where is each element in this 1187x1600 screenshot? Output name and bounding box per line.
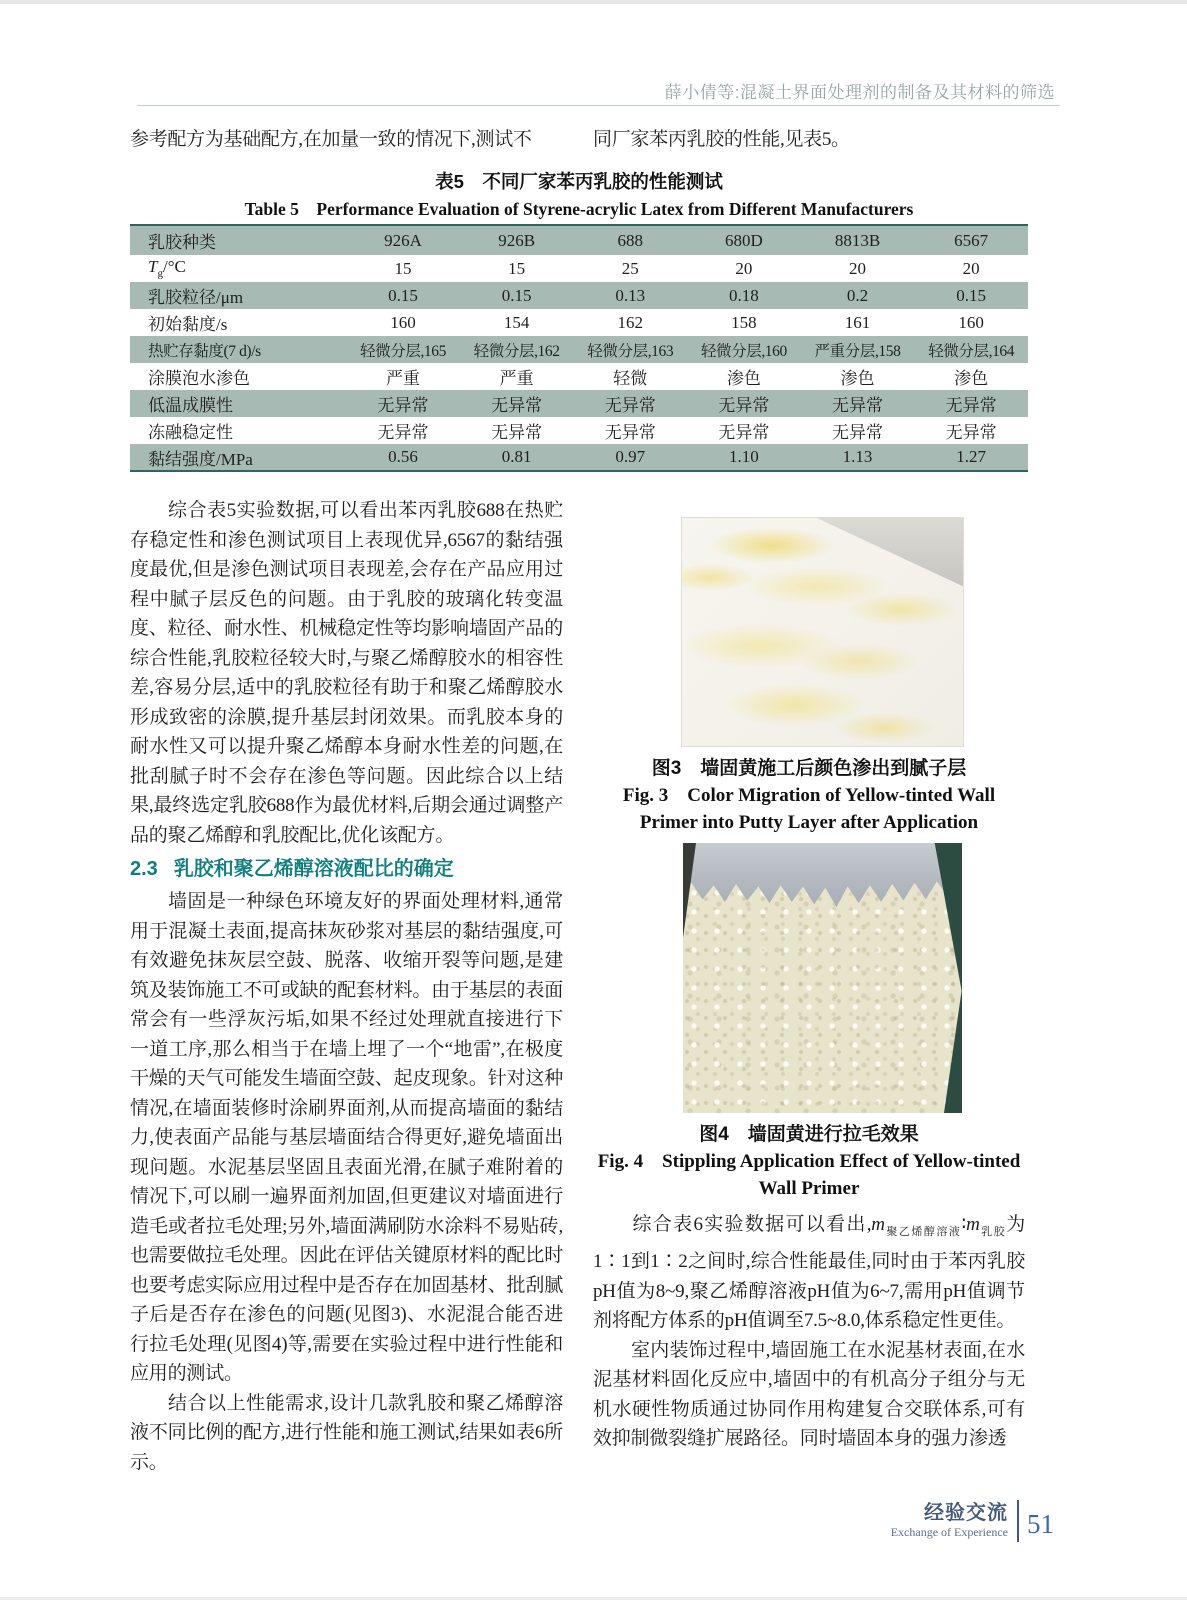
paragraph-table6-discussion — [593, 1210, 1025, 1336]
table-cell: 无异常 — [718, 396, 770, 415]
table-cell: 1.13 — [842, 447, 873, 466]
table-cell: 15 — [394, 258, 412, 278]
table-row-particle-size — [130, 282, 1028, 309]
table-cell: 20 — [849, 258, 867, 278]
table-cell: 轻微分层,164 — [928, 342, 1015, 360]
table-cell: 926B — [498, 230, 536, 250]
table-cell: 162 — [617, 312, 644, 332]
table-cell: 无异常 — [377, 396, 429, 415]
table-row-initial-viscosity — [130, 309, 1028, 336]
table-cell: 无异常 — [945, 396, 997, 415]
table-cell: 无异常 — [491, 423, 543, 442]
table5 — [130, 224, 1028, 472]
ceiling-corner-area — [817, 518, 963, 586]
table-cell: 无异常 — [604, 396, 656, 415]
metal-strip-area — [683, 843, 962, 907]
table-cell: 0.15 — [501, 285, 532, 305]
ratio-colon: ∶ — [961, 1214, 967, 1235]
table-cell: 6567 — [954, 230, 989, 250]
table-cell: 无异常 — [945, 423, 997, 442]
figure4-caption-en: Fig. 4 Stippling Application Effect of Yellow-tinted Wall Primer — [597, 1151, 1021, 1199]
table-cell: 680D — [725, 230, 763, 250]
table-cell: 无异常 — [604, 423, 656, 442]
footer-section-cn: 经验交流 — [924, 1502, 1008, 1524]
table-cell: 160 — [958, 312, 984, 332]
header-rule — [137, 105, 1060, 106]
table-cell: 0.2 — [846, 285, 869, 305]
row-label: 冻融稳定性 — [148, 423, 233, 442]
mass-symbol: m — [871, 1214, 885, 1235]
table-cell: 25 — [621, 258, 639, 278]
backdrop-corner-bottom-right — [944, 988, 962, 1113]
page-footer — [891, 1500, 1054, 1542]
mass-subscript-latex: 乳胶 — [979, 1225, 1007, 1238]
paragraph-formulation-design: 结合以上性能需求,设计几款乳胶和聚乙烯醇溶液不同比例的配方,进行性能和施工测试,结果如表6所示。 — [130, 1392, 563, 1473]
footer-divider — [1017, 1500, 1019, 1542]
left-column — [130, 496, 563, 1477]
table-cell: 20 — [735, 258, 753, 278]
table-row-freeze-thaw — [130, 417, 1028, 444]
table-cell: 渗色 — [726, 369, 761, 388]
formula-rest-text: 为1∶1到1∶2之间时,综合性能最佳,同时由于苯丙乳胶pH值为8~9,聚乙烯醇溶液pH值为6~7,需用pH值调节剂将配方体系的pH值调至7.5~8.0,体系稳定性更佳。 — [593, 1214, 1026, 1332]
table-row-tg — [130, 255, 1028, 282]
table5-caption-cn: 表5 不同厂家苯丙乳胶的性能测试 — [435, 171, 723, 192]
table-cell: 轻微分层,163 — [587, 342, 674, 360]
table-cell: 严重 — [386, 369, 421, 388]
tg-unit: /°C — [162, 257, 186, 277]
page-number: 51 — [1027, 1508, 1054, 1539]
table-cell: 20 — [962, 258, 980, 278]
scan-edge-top — [0, 0, 1187, 4]
table-cell: 161 — [844, 312, 871, 332]
row-label: 乳胶种类 — [148, 233, 216, 252]
row-label: 热贮存黏度(7 d)/s — [148, 342, 261, 360]
footer-section-en: Exchange of Experience — [890, 1525, 1008, 1539]
table-cell: 0.81 — [501, 447, 532, 466]
table-cell: 渗色 — [954, 369, 989, 388]
row-label: 低温成膜性 — [148, 396, 233, 415]
figure4-photo — [683, 843, 962, 1113]
table-cell: 无异常 — [832, 423, 884, 442]
section-heading-2-3 — [130, 855, 563, 883]
table-cell: 0.56 — [388, 447, 418, 466]
row-label: 初始黏度/s — [148, 315, 228, 334]
table-cell: 轻微 — [613, 369, 648, 388]
table-cell: 1.10 — [729, 447, 759, 466]
table-cell: 轻微分层,165 — [360, 342, 446, 360]
table-cell: 轻微分层,162 — [473, 342, 560, 360]
table-cell: 8813B — [834, 230, 881, 250]
paragraph-wall-primer-intro: 墙固是一种绿色环境友好的界面处理材料,通常用于混凝土表面,提高抹灰砂浆对基层的黏结强度,可有效避免抹灰层空鼓、脱落、收缩开裂等问题,是建筑及装饰施工不可或缺的配套材料。由于基层的表面常会有一些浮灰污垢,如果不经过处理就直接进行下一道工序,那么相当于在墙上埋了一个“地雷”,在极度干燥的天气可能发生墙面空鼓、起皮现象。针对这种情况,在墙面装修时涂刷界面剂,从而提高墙面的黏结力,使表面产品能与基层墙面结合得更好,避免墙面出现问题。水泥基层坚固且表面光滑,在腻子难附着的情况下,可以刷一遍界面剂加固,但更建议对墙面进行造毛或者拉毛处理;另外,墙面满刷防水涂料不易贴砖,也需要做拉毛处理。因此在评估关键原材料的配比时也要考虑实际应用过程中是否存在加固基材、批刮腻子后是否存在渗色的问题(见图3)、水泥混合能否进行拉毛处理(见图4)等,需要在实验过程中进行性能和应用的测试。 — [130, 891, 563, 1384]
table-cell: 0.15 — [388, 285, 418, 305]
backdrop-corner-top-left — [683, 843, 696, 938]
right-column — [593, 496, 1025, 1454]
table-cell: 160 — [390, 312, 416, 332]
footer-section-labels — [891, 1502, 1008, 1540]
table-cell: 无异常 — [718, 423, 770, 442]
tg-subscript: g — [157, 267, 163, 280]
table-row-film-bleed — [130, 363, 1028, 390]
paragraph-indoor-decoration: 室内装饰过程中,墙固施工在水泥基材表面,在水泥基材料固化反应中,墙固中的有机高分子组分与无机水硬性物质通过协同作用构建复合交联体系,可有效抑制微裂缝扩展路径。同时墙固本身的强力渗透 — [593, 1339, 1025, 1450]
table5-caption-en: Table 5 Performance Evaluation of Styrene-acrylic Latex from Different Manufacturers — [244, 199, 914, 219]
table-cell: 无异常 — [377, 423, 429, 442]
table-cell: 0.97 — [615, 447, 646, 466]
row-label: 乳胶粒径/μm — [148, 288, 244, 307]
table-row-latex-type — [130, 225, 1028, 255]
table-cell: 1.27 — [956, 447, 987, 466]
row-label: 涂膜泡水渗色 — [148, 369, 250, 388]
row-label: 黏结强度/MPa — [148, 449, 253, 469]
table-cell: 严重 — [499, 369, 534, 388]
table-cell: 无异常 — [491, 396, 543, 415]
mass-symbol: m — [966, 1214, 980, 1235]
figure3-photo — [681, 517, 964, 747]
table-cell: 688 — [617, 230, 644, 250]
row-label — [130, 255, 346, 282]
tg-symbol: T — [148, 257, 158, 277]
table-cell: 154 — [503, 312, 530, 332]
running-title: 薛小倩等:混凝土界面处理剂的制备及其材料的筛选 — [664, 83, 1055, 102]
table-cell: 无异常 — [832, 396, 884, 415]
section-number: 2.3 — [130, 858, 158, 880]
table-cell: 0.15 — [956, 285, 987, 305]
formula-lead-text: 综合表6实验数据可以看出, — [631, 1214, 872, 1235]
intro-text-right: 同厂家苯丙乳胶的性能,见表5。 — [593, 129, 850, 150]
table-cell: 926A — [384, 230, 422, 250]
table-row-bond-strength — [130, 444, 1028, 471]
table-cell: 0.13 — [615, 285, 646, 305]
figure4-caption-cn: 图4 墙固黄进行拉毛效果 — [699, 1124, 919, 1145]
figure3-caption-cn: 图3 墙固黄施工后颜色渗出到腻子层 — [651, 758, 967, 779]
figure3-caption-en: Fig. 3 Color Migration of Yellow-tinted Wall Primer into Putty Layer after Application — [622, 785, 996, 833]
mass-subscript-pva: 聚乙烯醇溶液 — [884, 1225, 962, 1238]
table-cell: 0.18 — [729, 285, 759, 305]
section-title: 乳胶和聚乙烯醇溶液配比的确定 — [173, 858, 454, 880]
table-row-heat-storage-viscosity — [130, 336, 1028, 363]
paragraph-table5-discussion: 综合表5实验数据,可以看出苯丙乳胶688在热贮存稳定性和渗色测试项目上表现优异,6567的黏结强度最优,但是渗色测试项目表现差,会存在产品应用过程中腻子层反色的问题。由于乳胶的玻璃化转变温度、粒径、耐水性、机械稳定性等均影响墙固产品的综合性能,乳胶粒径较大时,与聚乙烯醇胶水的相容性差,容易分层,适中的乳胶粒径有助于和聚乙烯醇胶水形成致密的涂膜,提升基层封闭效果。而乳胶本身的耐水性又可以提升聚乙烯醇本身耐水性差的问题,在批刮腻子时不会存在渗色等问题。因此综合以上结果,最终选定乳胶688作为最优材料,后期会通过调整产品的聚乙烯醇和乳胶配比,优化该配方。 — [130, 500, 563, 846]
table-cell: 轻微分层,160 — [700, 342, 787, 360]
table-cell: 严重分层,158 — [814, 342, 901, 360]
intro-text-left: 参考配方为基础配方,在加量一致的情况下,测试不 — [130, 129, 532, 150]
table-row-low-temp-film — [130, 390, 1028, 417]
table-cell: 15 — [508, 258, 526, 278]
table-cell: 158 — [731, 312, 757, 332]
table-cell: 渗色 — [840, 369, 875, 388]
